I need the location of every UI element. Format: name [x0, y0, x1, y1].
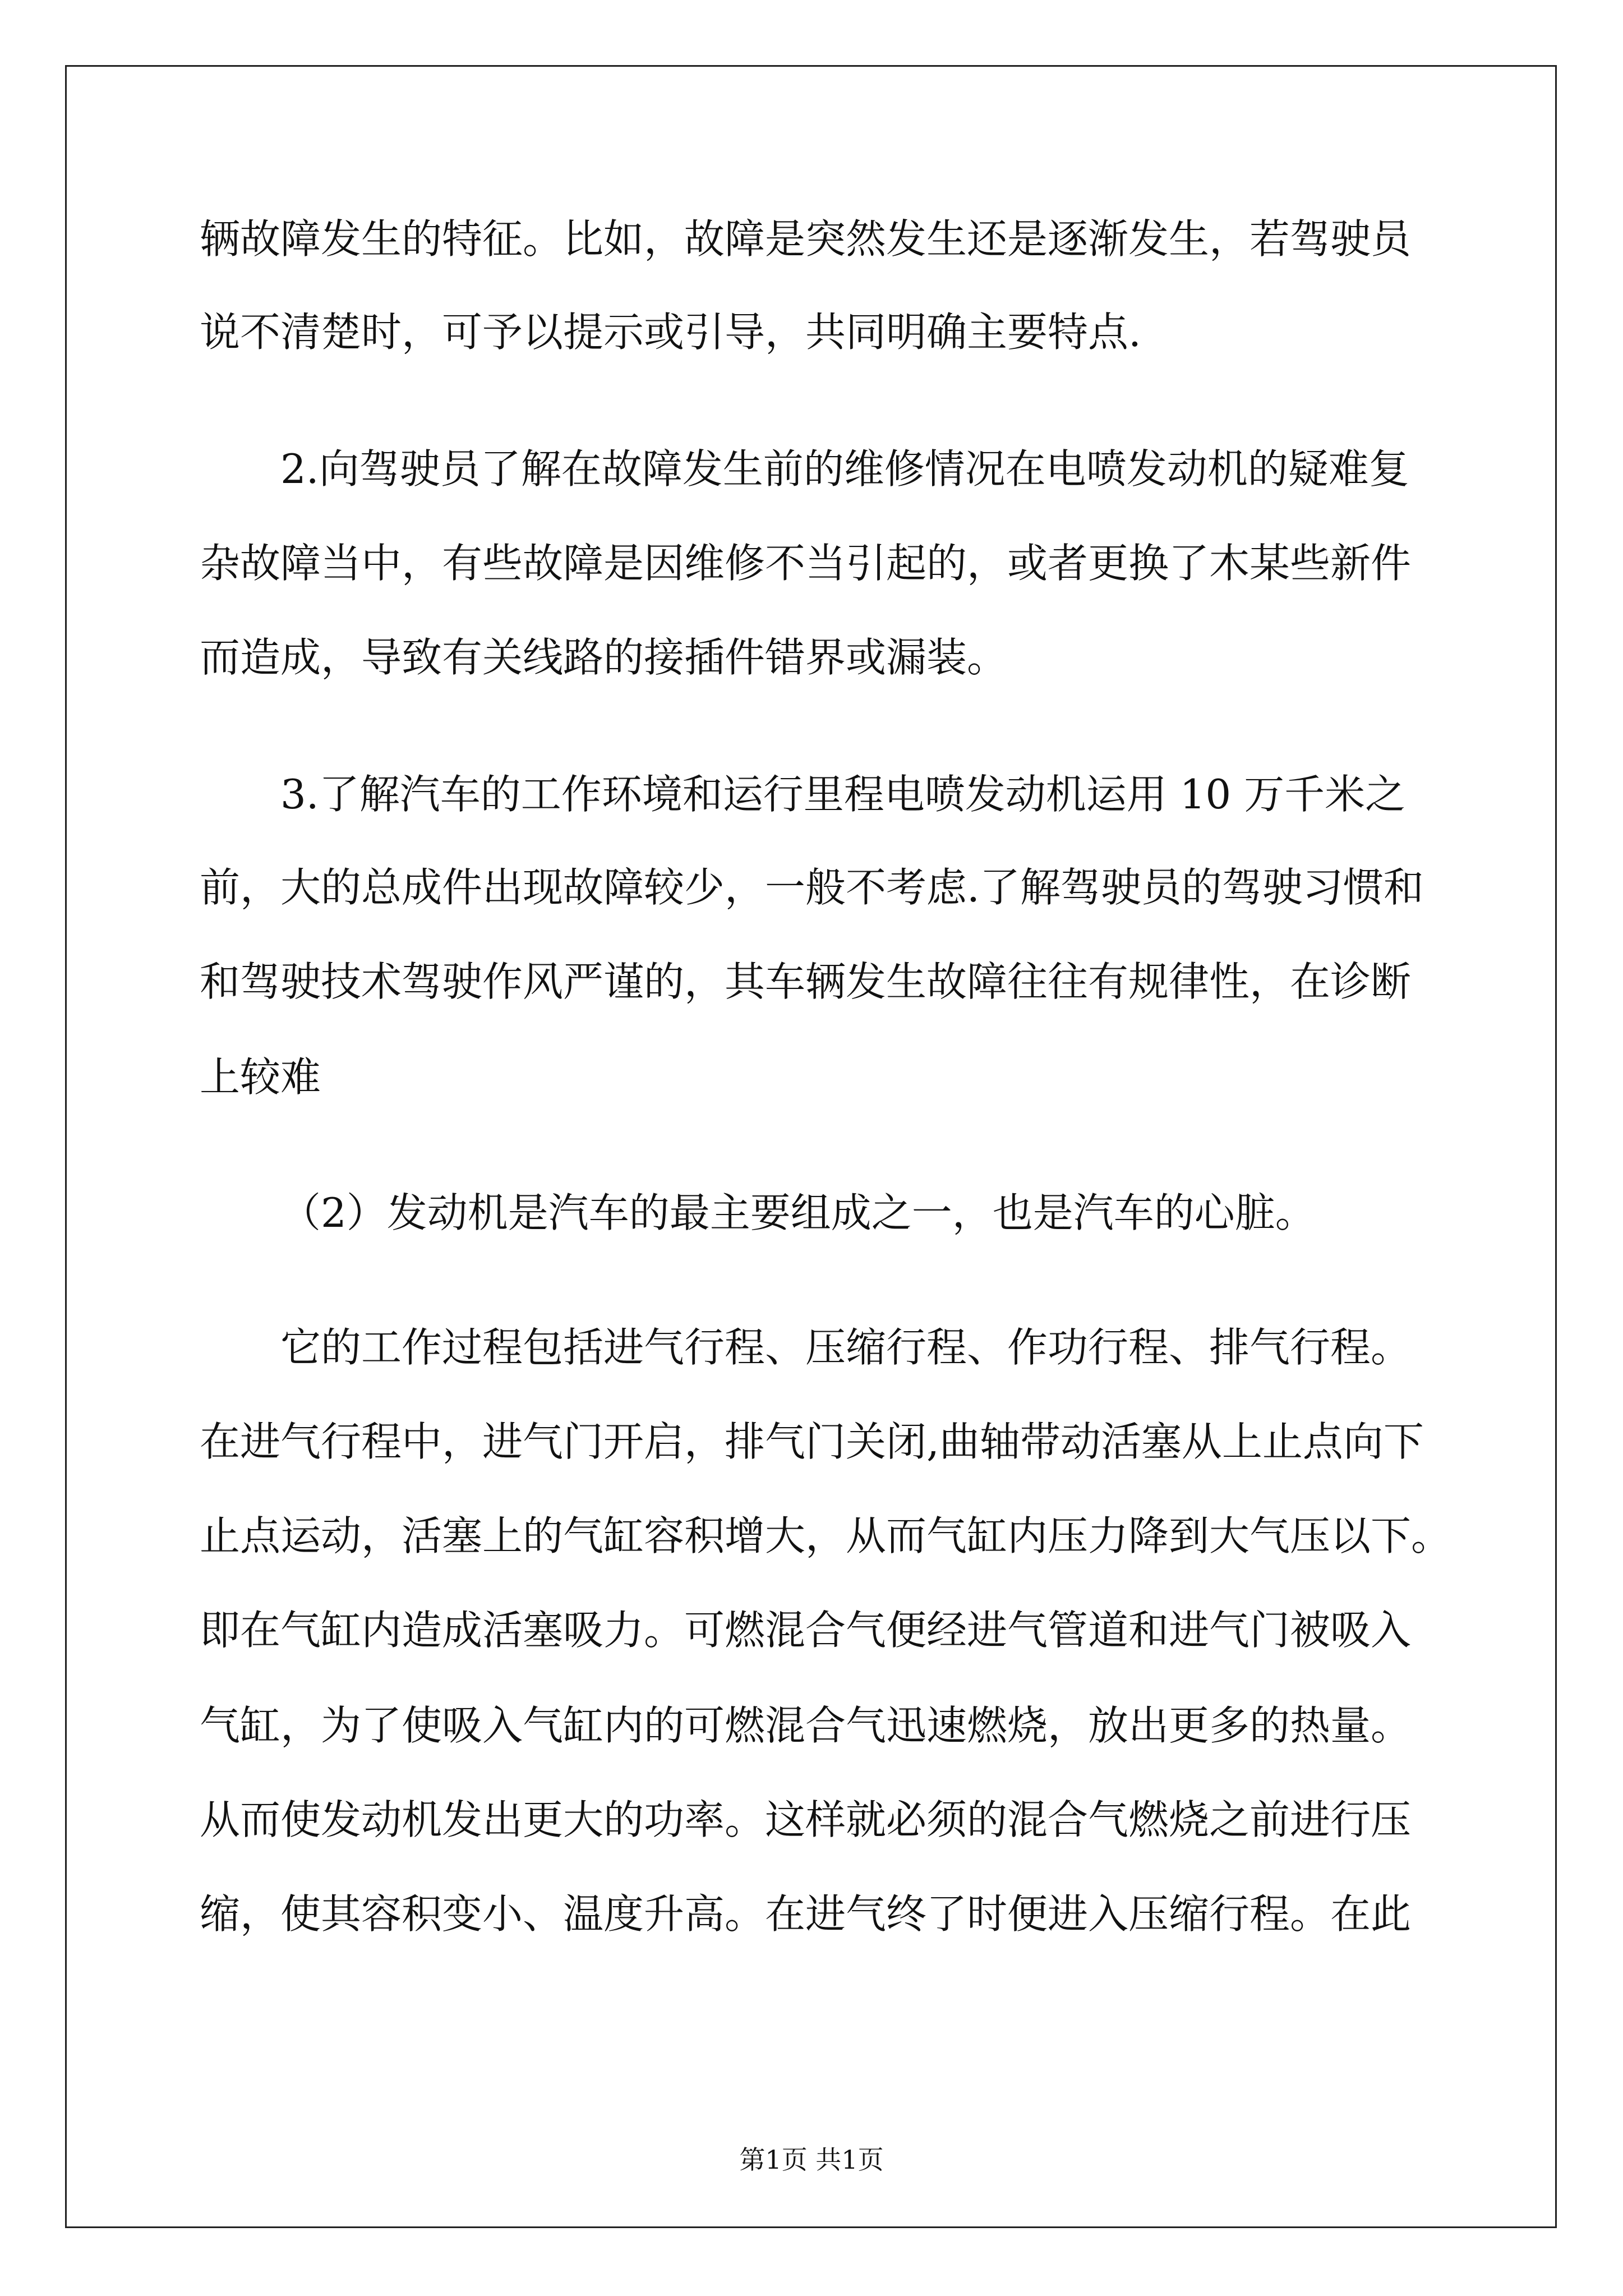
text-line: 止点运动，活塞上的气缸容积增大，从而气缸内压力降到大气压以下。: [200, 1512, 1452, 1559]
text-line: 杂故障当中，有些故障是因维修不当引起的，或者更换了木某些新件: [200, 540, 1412, 587]
text-line: 缩，使其容积变小、温度升高。在进气终了时便进入压缩行程。在此: [200, 1890, 1412, 1938]
text-line: 而造成，导致有关线路的接插件错界或漏装。: [200, 634, 1008, 681]
text-line: 和驾驶技术驾驶作风严谨的，其车辆发生故障往往有规律性，在诊断: [200, 958, 1412, 1005]
text-line: 即在气缸内造成活塞吸力。可燃混合气便经进气管道和进气门被吸入: [200, 1607, 1412, 1654]
text-line: 上较难: [200, 1053, 321, 1101]
text-line: 它的工作过程包括进气行程、压缩行程、作功行程、排气行程。: [280, 1324, 1412, 1371]
text-line: 前，大的总成件出现故障较少，一般不考虑.了解驾驶员的驾驶习惯和: [200, 864, 1424, 911]
text-line: 辆故障发生的特征。比如，故障是突然发生还是逐渐发生，若驾驶员: [200, 215, 1412, 263]
text-line: 气缸，为了使吸入气缸内的可燃混合气迅速燃烧，放出更多的热量。: [200, 1702, 1412, 1749]
text-line: 在进气行程中，进气门开启，排气门关闭,曲轴带动活塞从上止点向下: [200, 1418, 1424, 1465]
text-line: （2）发动机是汽车的最主要组成之一，也是汽车的心脏。: [280, 1189, 1316, 1236]
text-line: 2.向驾驶员了解在故障发生前的维修情况在电喷发动机的疑难复: [280, 445, 1409, 493]
text-line: 3.了解汽车的工作环境和运行里程电喷发动机运用 10 万千米之: [280, 771, 1406, 818]
text-line: 从而使发动机发出更大的功率。这样就必须的混合气燃烧之前进行压: [200, 1796, 1412, 1843]
text-line: 说不清楚时，可予以提示或引导，共同明确主要特点.: [200, 309, 1141, 356]
page-footer: 第1页 共1页: [739, 2145, 884, 2175]
